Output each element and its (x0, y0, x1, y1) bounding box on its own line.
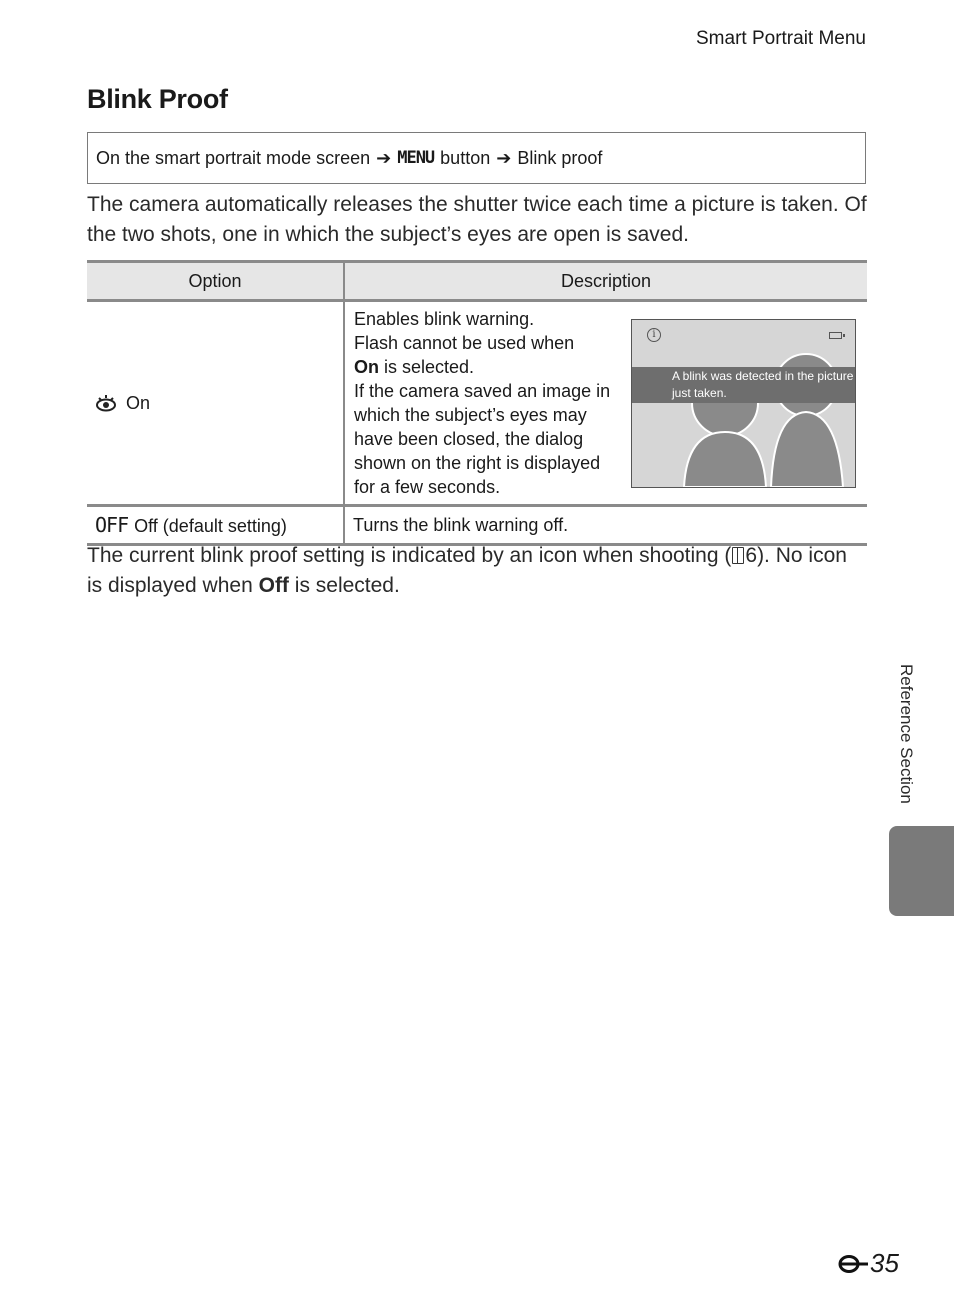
description-line: Flash cannot be used when (354, 333, 575, 353)
reference-e-icon (838, 1254, 868, 1274)
description-line: Enables blink warning. (354, 309, 535, 329)
option-label: On (126, 392, 151, 413)
outro-paragraph: The current blink proof setting is indicated by an icon when shooting ( 6). No icon is displayed when Off is selected. (87, 544, 847, 597)
page-reference-icon (732, 547, 744, 564)
option-cell (87, 301, 344, 506)
page-number: 35 (838, 1248, 899, 1279)
arrow-right-icon: ➔ (496, 147, 512, 168)
description-cell: Turns the blink warning off. (344, 506, 867, 545)
nav-prefix: On the smart portrait mode screen (96, 147, 371, 168)
column-header-option: Option (87, 262, 344, 301)
nav-target: Blink proof (517, 147, 603, 168)
subjects-illustration (632, 320, 855, 487)
nav-suffix: button (440, 147, 491, 168)
page-title: Blink Proof (87, 84, 228, 114)
description-cell (344, 301, 867, 506)
table-row (87, 301, 867, 506)
description-line: If the camera saved an image in which the subject’s eyes may have been closed, the dialog shown on the right is displayed for a few seconds. (354, 381, 611, 497)
column-header-description: Description (344, 262, 867, 301)
description-text (354, 307, 614, 499)
side-section-label: Reference Section (897, 664, 916, 804)
option-cell (87, 506, 344, 545)
section-tab (889, 826, 954, 916)
off-icon: OFF (95, 513, 129, 537)
arrow-right-icon: ➔ (376, 147, 392, 168)
description-line: On is selected. (354, 357, 475, 377)
option-label: Off (default setting) (134, 516, 287, 536)
navigation-path-box (87, 132, 866, 184)
table-row (87, 506, 867, 545)
intro-paragraph: The camera automatically releases the shutter twice each time a picture is taken. Of the two shots, one in which the subject’s eyes are open is saved. (87, 193, 867, 246)
battery-icon (829, 332, 842, 339)
camera-screen-illustration (631, 319, 856, 488)
blink-warning-banner: A blink was detected in the picture just taken. (632, 367, 855, 403)
info-icon: i (647, 328, 661, 342)
menu-key-icon: MENU (397, 148, 435, 168)
options-table (87, 260, 867, 546)
blink-eye-icon (95, 394, 117, 412)
section-header: Smart Portrait Menu (696, 28, 866, 49)
